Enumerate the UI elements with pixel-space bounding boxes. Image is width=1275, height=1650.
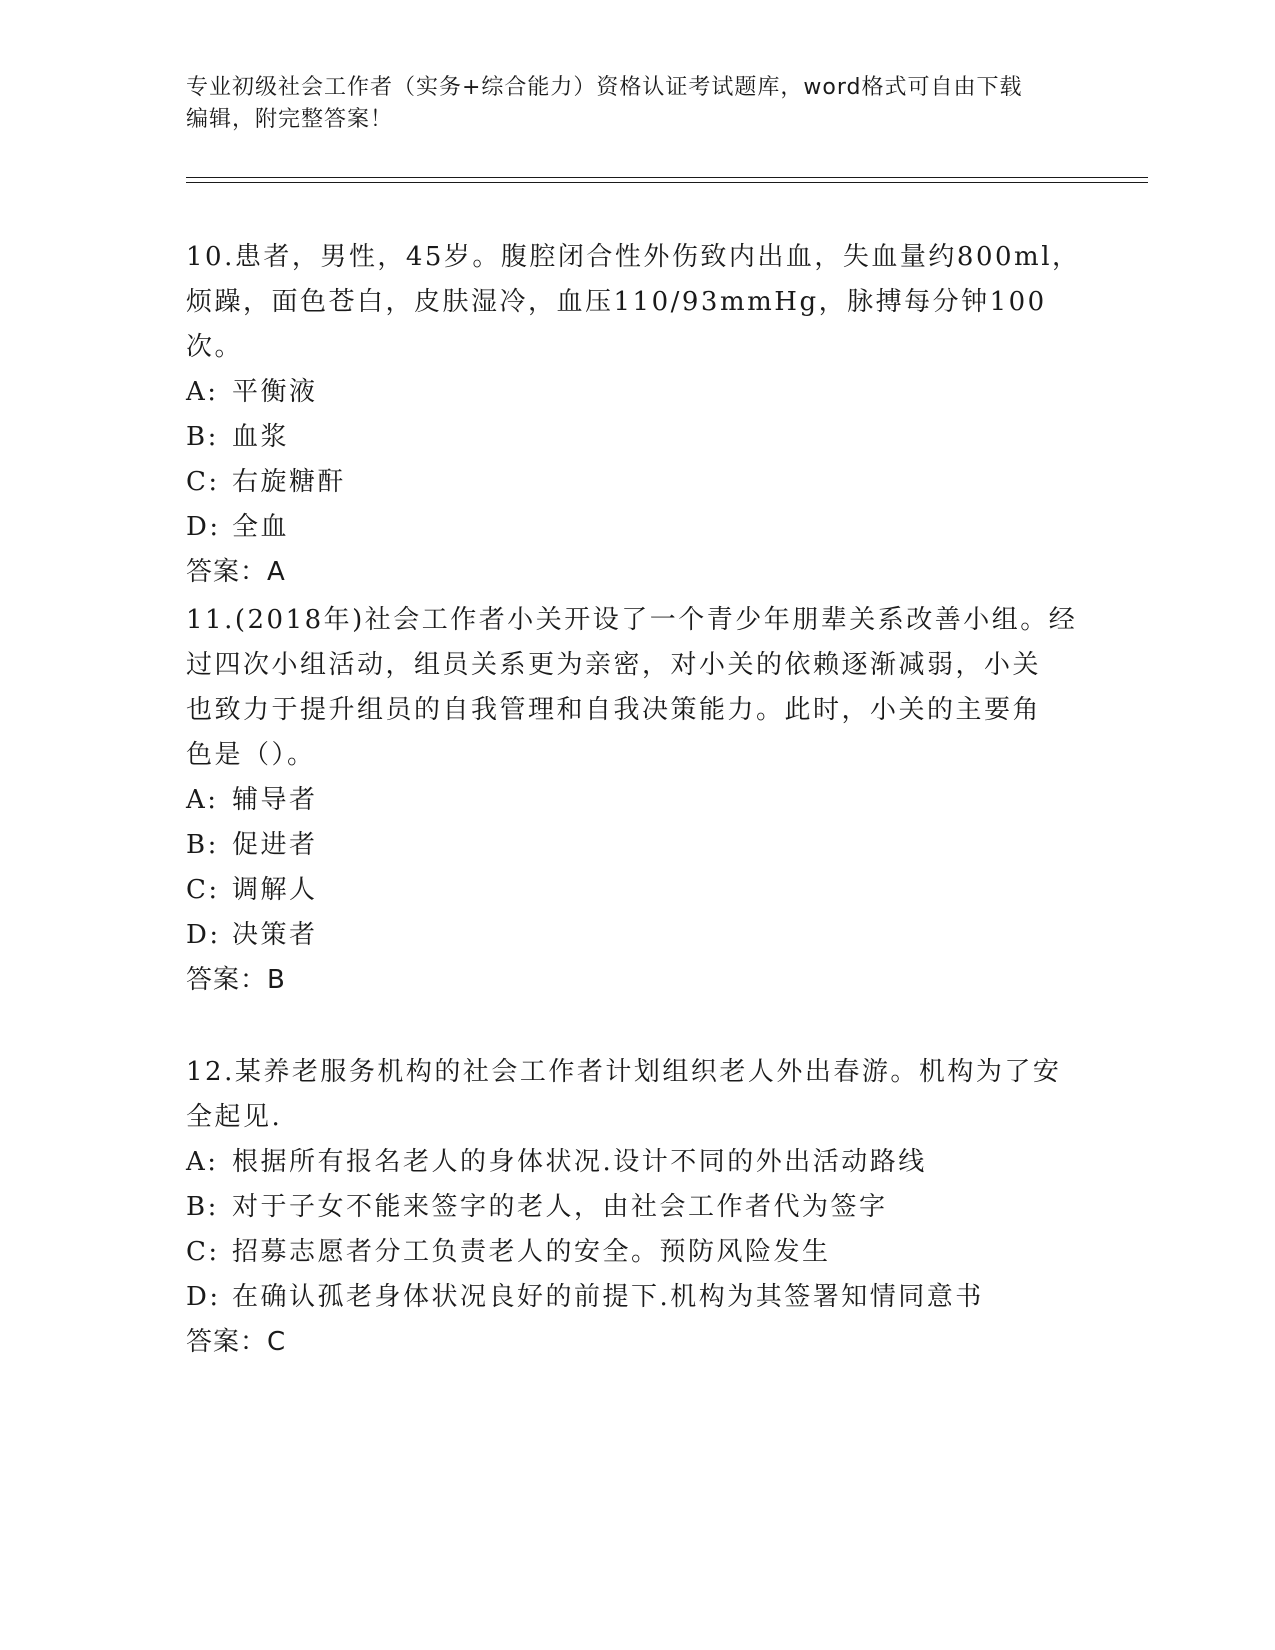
option-b xyxy=(186,415,1086,460)
header-title-line-2: 编辑，附完整答案！ xyxy=(186,107,394,132)
option-text: 招募志愿者分工负责老人的安全。预防风险发生 xyxy=(232,1237,831,1267)
option-text: 决策者 xyxy=(232,920,318,950)
option-letter: A: xyxy=(186,1147,219,1177)
option-letter: C: xyxy=(186,875,220,905)
option-letter: B: xyxy=(186,422,219,452)
option-letter: D: xyxy=(186,512,221,542)
question-10 xyxy=(186,235,1086,595)
option-text: 促进者 xyxy=(232,830,318,860)
answer-line: 答案：B xyxy=(186,965,286,995)
option-letter: D: xyxy=(186,1282,221,1312)
option-letter: C: xyxy=(186,1237,220,1267)
option-letter: B: xyxy=(186,830,219,860)
option-a xyxy=(186,1140,1086,1185)
option-letter: C: xyxy=(186,467,220,497)
question-12 xyxy=(186,1050,1086,1365)
option-c xyxy=(186,1230,1086,1275)
option-d xyxy=(186,1275,1086,1320)
question-stem-line: 全起见. xyxy=(186,1102,283,1132)
answer-line: 答案：A xyxy=(186,557,286,587)
option-text: 辅导者 xyxy=(232,785,318,815)
question-stem-line: 12.某养老服务机构的社会工作者计划组织老人外出春游。机构为了安 xyxy=(186,1057,1062,1087)
question-stem-line: 烦躁，面色苍白，皮肤湿冷，血压110/93mmHg，脉搏每分钟100次。 xyxy=(186,287,1047,362)
option-text: 对于子女不能来签字的老人，由社会工作者代为签字 xyxy=(232,1192,888,1222)
option-c xyxy=(186,868,1086,913)
question-stem-line: 也致力于提升组员的自我管理和自我决策能力。此时，小关的主要角 xyxy=(186,695,1042,725)
option-text: 根据所有报名老人的身体状况.设计不同的外出活动路线 xyxy=(232,1147,927,1177)
option-text: 血浆 xyxy=(232,422,290,452)
question-stem-line: 色是（）。 xyxy=(186,740,316,770)
option-text: 右旋糖酐 xyxy=(232,467,347,497)
question-stem-line: 过四次小组活动，组员关系更为亲密，对小关的依赖逐渐减弱，小关 xyxy=(186,650,1042,680)
option-text: 全血 xyxy=(232,512,290,542)
header-divider-bottom xyxy=(186,182,1148,183)
option-a xyxy=(186,370,1086,415)
option-text: 在确认孤老身体状况良好的前提下.机构为其签署知情同意书 xyxy=(232,1282,984,1312)
document-header xyxy=(186,72,1086,136)
answer-line: 答案：C xyxy=(186,1327,287,1357)
option-d xyxy=(186,505,1086,550)
question-11 xyxy=(186,598,1086,1003)
option-a xyxy=(186,778,1086,823)
option-c xyxy=(186,460,1086,505)
option-text: 平衡液 xyxy=(232,377,318,407)
option-b xyxy=(186,823,1086,868)
option-text: 调解人 xyxy=(232,875,318,905)
option-letter: A: xyxy=(186,377,219,407)
option-d xyxy=(186,913,1086,958)
option-b xyxy=(186,1185,1086,1230)
option-letter: D: xyxy=(186,920,221,950)
question-stem-line: 11.(2018年)社会工作者小关开设了一个青少年朋辈关系改善小组。经 xyxy=(186,605,1078,635)
question-stem-line: 10.患者，男性，45岁。腹腔闭合性外伤致内出血，失血量约800ml， xyxy=(186,242,1081,272)
option-letter: A: xyxy=(186,785,219,815)
header-divider-top xyxy=(186,177,1148,178)
header-title-line-1: 专业初级社会工作者（实务+综合能力）资格认证考试题库，word格式可自由下载 xyxy=(186,75,1023,100)
option-letter: B: xyxy=(186,1192,219,1222)
